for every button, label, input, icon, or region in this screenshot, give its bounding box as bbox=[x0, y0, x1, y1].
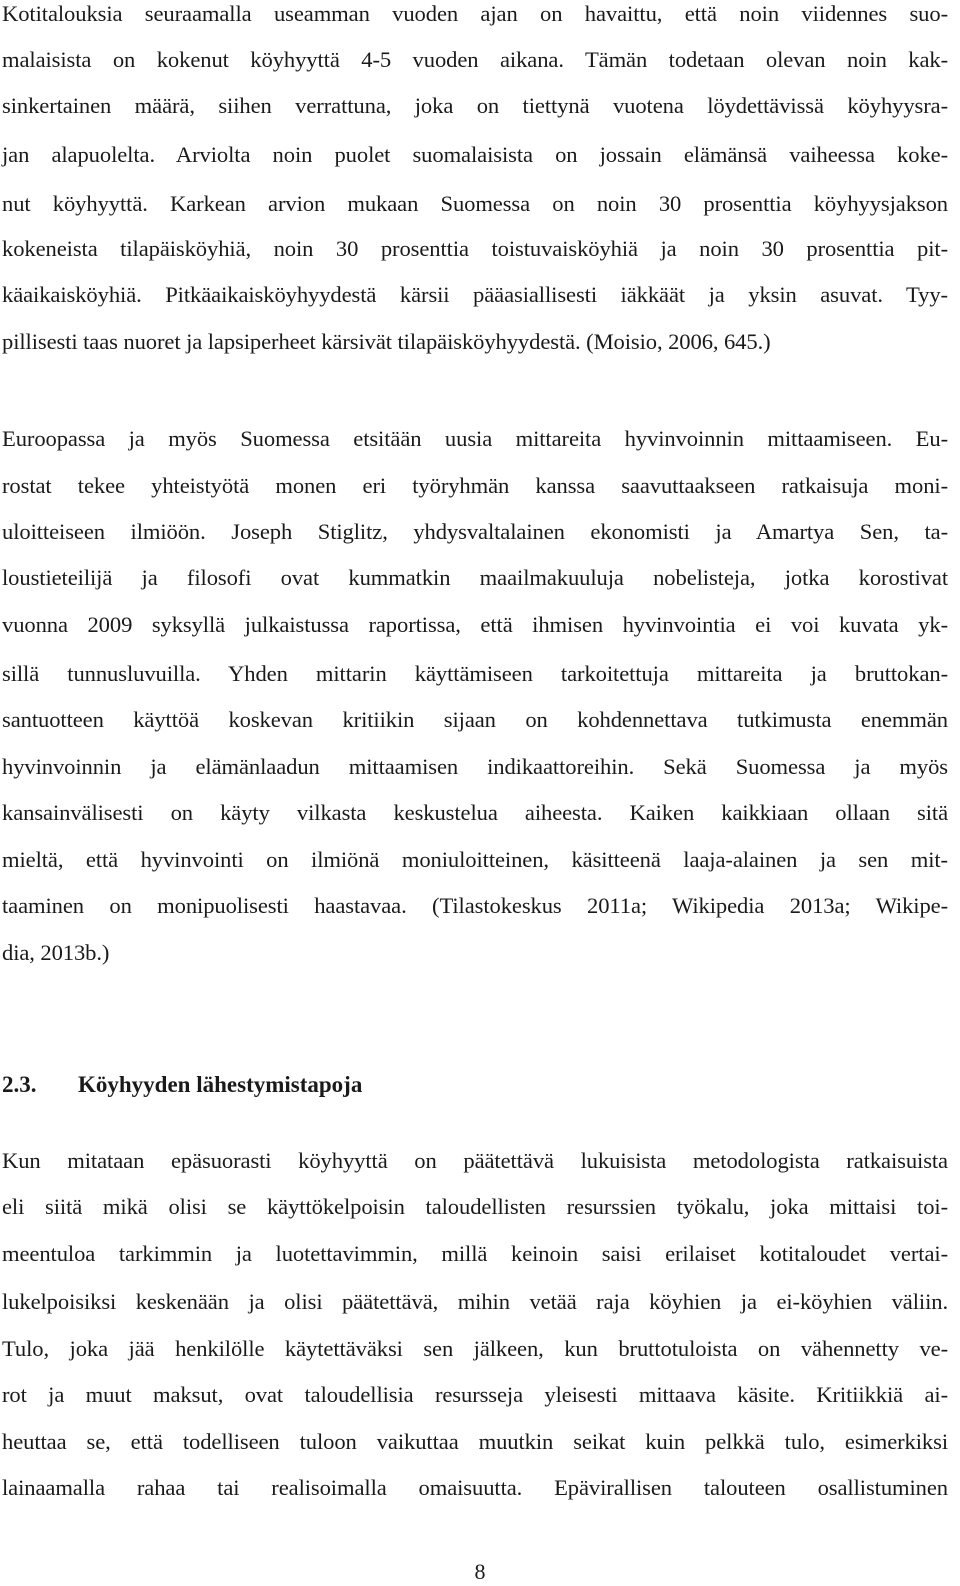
text-line: kokeneista tilapäisköyhiä, noin 30 prosenttia toistuvaisköyhiä ja noin 30 prosenttia pit- bbox=[2, 236, 948, 261]
text-line: käaikaisköyhiä. Pitkäaikaisköyhyydestä kärsii pääasiallisesti iäkkäät ja yksin asuvat. Tyy- bbox=[2, 282, 948, 307]
text-line: rot ja muut maksut, ovat taloudellisia resursseja yleisesti mittaava käsite. Kritiikkiä ai- bbox=[2, 1382, 948, 1407]
text-line: meentuloa tarkimmin ja luotettavimmin, millä keinoin saisi erilaiset kotitaloudet vertai- bbox=[2, 1241, 948, 1266]
text-line: heuttaa se, että todelliseen tuloon vaikuttaa muutkin seikat kuin pelkkä tulo, esimerkiksi bbox=[2, 1429, 948, 1454]
text-line: eli siitä mikä olisi se käyttökelpoisin taloudellisten resurssien työkalu, joka mittaisi toi- bbox=[2, 1194, 948, 1219]
text-line: Kun mitataan epäsuorasti köyhyyttä on päätettävä lukuisista metodologista ratkaisuista bbox=[2, 1148, 948, 1173]
text-line: Euroopassa ja myös Suomessa etsitään uusia mittareita hyvinvoinnin mittaamiseen. Eu- bbox=[2, 426, 948, 451]
text-line: kansainvälisesti on käyty vilkasta keskustelua aiheesta. Kaiken kaikkiaan ollaan sitä bbox=[2, 800, 948, 825]
section-title: Köyhyyden lähestymistapoja bbox=[78, 1072, 363, 1097]
text-line: jan alapuolelta. Arviolta noin puolet suomalaisista on jossain elämänsä vaiheessa koke- bbox=[2, 142, 948, 167]
text-line: loustieteilijä ja filosofi ovat kummatkin maailmakuuluja nobelisteja, jotka korostivat bbox=[2, 565, 948, 590]
text-line: pillisesti taas nuoret ja lapsiperheet kärsivät tilapäisköyhyydestä. (Moisio, 2006, 645.) bbox=[2, 329, 771, 354]
text-line: nut köyhyyttä. Karkean arvion mukaan Suomessa on noin 30 prosenttia köyhyysjakson bbox=[2, 191, 948, 216]
text-line: sillä tunnusluvuilla. Yhden mittarin käyttämiseen tarkoitettuja mittareita ja bruttokan- bbox=[2, 661, 948, 686]
text-line: lainaamalla rahaa tai realisoimalla omaisuutta. Epävirallisen talouteen osallistuminen bbox=[2, 1475, 948, 1500]
text-line: vuonna 2009 syksyllä julkaistussa raportissa, että ihmisen hyvinvointia ei voi kuvata yk- bbox=[2, 612, 948, 637]
text-line: taaminen on monipuolisesti haastavaa. (Tilastokeskus 2011a; Wikipedia 2013a; Wikipe- bbox=[2, 893, 948, 918]
text-line: lukelpoisiksi keskenään ja olisi päätettävä, mihin vetää raja köyhien ja ei-köyhien väliin. bbox=[2, 1289, 948, 1314]
text-line: Kotitalouksia seuraamalla useamman vuoden ajan on havaittu, että noin viidennes suo- bbox=[2, 1, 948, 26]
page-number: 8 bbox=[474, 1559, 486, 1584]
text-line: rostat tekee yhteistyötä monen eri työryhmän kanssa saavuttaakseen ratkaisuja moni- bbox=[2, 473, 948, 498]
text-line: santuotteen käyttöä koskevan kritiikin sijaan on kohdennettava tutkimusta enemmän bbox=[2, 707, 948, 732]
text-line: hyvinvoinnin ja elämänlaadun mittaamisen indikaattoreihin. Sekä Suomessa ja myös bbox=[2, 754, 948, 779]
text-line: malaisista on kokenut köyhyyttä 4-5 vuoden aikana. Tämän todetaan olevan noin kak- bbox=[2, 47, 948, 72]
text-line: sinkertainen määrä, siihen verrattuna, joka on tiettynä vuotena löydettävissä köyhyysra- bbox=[2, 93, 948, 118]
text-line: mieltä, että hyvinvointi on ilmiönä moniuloitteinen, käsitteenä laaja-alainen ja sen mit- bbox=[2, 847, 948, 872]
text-line: uloitteiseen ilmiöön. Joseph Stiglitz, yhdysvaltalainen ekonomisti ja Amartya Sen, ta- bbox=[2, 519, 948, 544]
section-number: 2.3. bbox=[2, 1072, 37, 1097]
section-heading bbox=[2, 1062, 362, 1108]
text-line: Tulo, joka jää henkilölle käytettäväksi sen jälkeen, kun bruttotuloista on vähennetty ve- bbox=[2, 1336, 948, 1361]
text-line: dia, 2013b.) bbox=[2, 940, 110, 965]
